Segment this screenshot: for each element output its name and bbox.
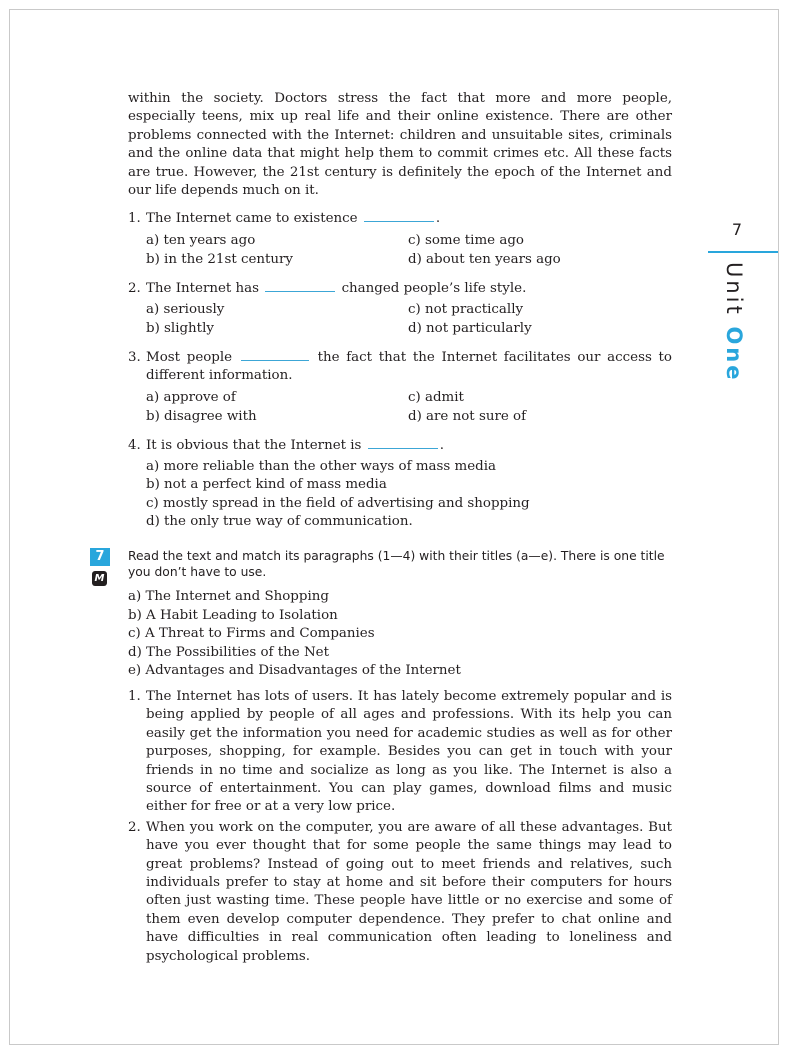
title-item: e) Advantages and Disadvantages of the Internet [128,663,461,679]
question-2 [128,280,672,339]
option: b) slightly [146,321,214,337]
paragraph-number: 2. [128,819,141,835]
question-text-before: The Internet came to existence [146,211,358,227]
text-paragraphs [128,688,672,968]
option: b) in the 21st century [146,252,293,268]
task-instruction: Read the text and match its paragraphs (1—4) with their titles (a—e). There is one title you don’t have to use. [128,549,665,579]
question-3 [128,349,672,427]
option: a) seriously [146,302,225,318]
question-text-after: . [435,211,441,227]
paragraph-text: The Internet has lots of users. It has lately become extremely popular and is being applied by people of all ages and professions. With its help you can easily get the information you need for academic studies as well as for other purposes, shopping, for example. Besides you can get in touch with your friends in no time and socialize as long as you like. The Internet is also a source of entertainment. You can play games, download films and music either for free or at a very low price. [146,689,672,815]
option: c) some time ago [408,232,524,248]
options-list [146,458,672,532]
question-text-before: The Internet has [146,280,260,296]
options-grid [146,389,672,427]
option: c) admit [408,389,464,405]
question-number: 1. [128,211,141,227]
numbered-paragraph-2 [128,819,672,966]
option: a) ten years ago [146,232,256,248]
title-item: b) A Habit Leading to Isolation [128,607,338,623]
page-number: 7 [731,220,743,239]
options-grid [146,232,672,270]
option: d) are not sure of [408,409,527,425]
answer-blank [368,448,438,449]
numbered-paragraph-1 [128,688,672,817]
option: c) mostly spread in the field of advertising and shopping [146,495,530,511]
side-divider [708,251,778,253]
title-item: c) A Threat to Firms and Companies [128,626,375,642]
option: d) about ten years ago [408,252,561,268]
question-text-after: changed people’s life style. [341,280,527,296]
question-text-before: Most people [146,349,233,365]
question-stem [128,280,672,298]
question-1 [128,210,672,269]
question-text-after: the fact that the Internet facilitates our access to different information. [146,349,672,384]
question-4 [128,437,672,532]
question-text-after: . [439,437,444,453]
option: d) not particularly [408,321,532,337]
option: d) the only true way of communication. [146,514,413,530]
answer-blank [241,360,309,361]
media-icon: M [92,571,107,586]
option: c) not practically [408,302,524,318]
options-grid [146,301,672,339]
title-item: a) The Internet and Shopping [128,589,329,604]
question-number: 4. [128,437,141,453]
unit-word: Unit [722,262,746,317]
question-number: 2. [128,280,141,296]
titles-list [128,588,672,681]
title-item: d) The Possibilities of the Net [128,644,329,660]
answer-blank [364,221,434,222]
unit-number: One [722,326,746,383]
option: b) not a perfect kind of mass media [146,477,387,493]
main-content [128,90,672,532]
task-header [90,548,672,584]
answer-blank [265,291,335,292]
intro-paragraph: within the society. Doctors stress the fact that more and more people, especially teens, mix up real life and their online existence. There are other problems connected with the Internet: children and unsuitable sites, criminals and the online data that might help them to commit crimes etc. All these facts are true. However, the 21st century is definitely the epoch of the Internet and our life depends much on it. [128,91,672,199]
task-number-badge: 7 [90,548,110,566]
paragraph-number: 1. [128,689,141,704]
question-stem [128,210,672,228]
question-stem [128,437,672,455]
question-stem [128,349,672,386]
option: a) approve of [146,389,236,405]
paragraph-text: When you work on the computer, you are aware of all these advantages. But have you ever thought that for some people the same things may lead to great problems? Instead of going out to meet friends and relatives, such individuals prefer to stay at home and sit before their computers for hours often just wasting time. These people have little or no exercise and some of them even develop computer dependence. They prefer to chat online and have difficulties in real communication often leading to loneliness and psychological problems. [146,819,672,964]
unit-label [718,262,750,392]
option: a) more reliable than the other ways of mass media [146,458,496,474]
question-text-before: It is obvious that the Internet is [146,437,362,453]
question-number: 3. [128,349,141,365]
option: b) disagree with [146,409,257,425]
